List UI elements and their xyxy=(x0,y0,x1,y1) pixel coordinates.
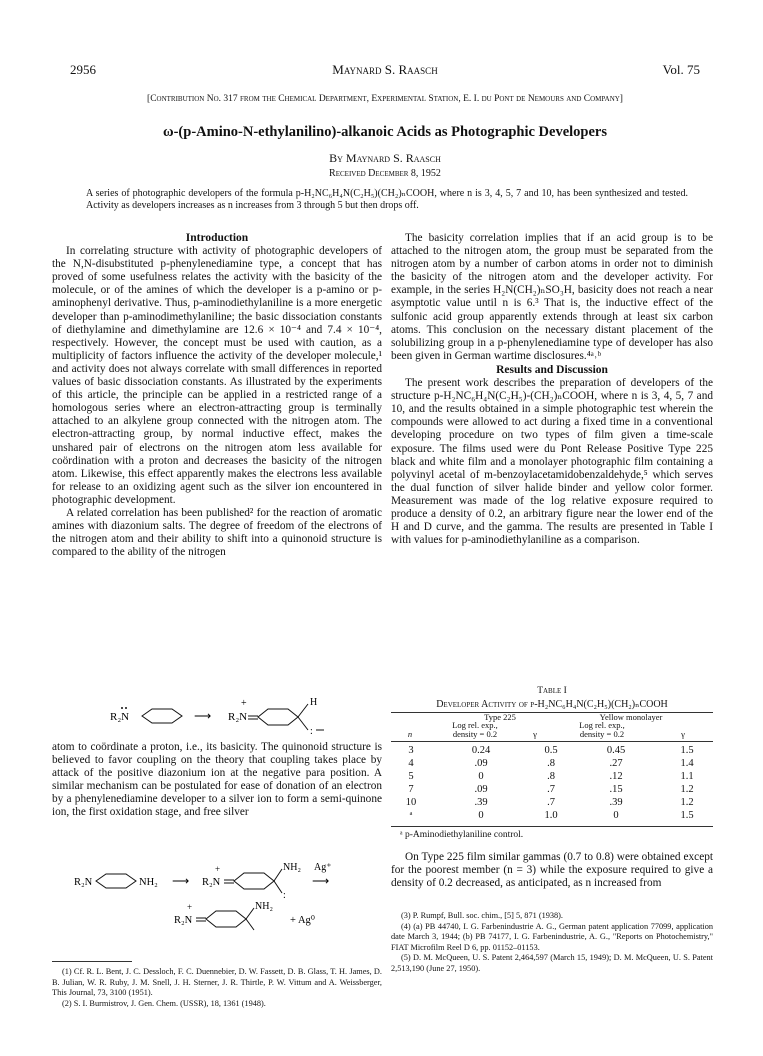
table-cell: 1.5 xyxy=(680,810,694,821)
scheme1-r2n-left: R₂N xyxy=(110,711,130,723)
scheme2-nh2-a: NH₂ xyxy=(139,877,158,888)
scheme1-plus: + xyxy=(241,698,247,709)
scheme2-r2n-a: R₂N xyxy=(74,877,93,888)
abstract: A series of photographic developers of the formula p-H₂NC₆H₄N(C₂H₅)(CH₂)ₙCOOH, where n is 3, 4, 5, 7 and 10, has been synthesized and tested. Activity as developers increases as n increases from 3 through 5 but then drops off. xyxy=(86,188,688,211)
running-header xyxy=(70,62,700,80)
table-cell: .12 xyxy=(609,771,623,782)
quinonoid-ring-2 xyxy=(234,873,274,889)
table-col-gamma2: γ xyxy=(681,729,685,739)
right-paragraph-2: The present work describes the preparation of developers of the structure p-H₂NC₆H₄N(C₂H₅)-(CH₂)ₙCOOH, where n is 3, 4, 5, 7 and 10, and the results obtained in a simple photographic test wherein the compounds were allowed to act during a fixed time in a conventional developing procedure on two types of film given a time-scale exposure. The films used were du Pont Release Positive Type 225 black and white film and a monolayer photographic film containing a polyvinyl acetal of m-benzoylacetamidobenzaldehyde,⁵ which serves the dual function of silver halide binder and yellow color former. Measurement was made of the log relative exposure required to produce a density of 0.2, an arbitrary figure near the lower end of the H and D curve, and the gamma. The results are presented in Table I with values for p-aminodiethylaniline as a comparison. xyxy=(391,377,713,547)
intro-paragraph-2: A related correlation has been published² for the reaction of aromatic amines with diazonium salts. The degree of freedom of the electrons of the nitrogen atom and their ability to shift into a quinonoid structure is compared to the ability of the nitrogen xyxy=(52,506,382,559)
table-cell: 10 xyxy=(405,797,417,808)
results-heading: Results and Discussion xyxy=(496,363,608,376)
table-cell: .7 xyxy=(547,784,555,795)
table-cell: 1.2 xyxy=(680,797,694,808)
table-developer-activity xyxy=(391,744,713,822)
right-column-upper xyxy=(391,232,713,547)
table-cell: 1.1 xyxy=(680,771,694,782)
table-cell: 7 xyxy=(408,784,414,795)
benzene-ring-2 xyxy=(96,874,136,888)
table-cell: 0.24 xyxy=(471,745,491,756)
scheme2-arrow1: ⟶ xyxy=(172,874,190,888)
table-cell: 0 xyxy=(613,810,619,821)
table-cell: .39 xyxy=(609,797,623,808)
table-cell: .39 xyxy=(474,797,488,808)
table-cell: 1.5 xyxy=(680,745,694,756)
footnotes-right xyxy=(391,911,713,975)
scheme1-colon: : xyxy=(310,726,313,737)
right-paragraph-3: On Type 225 film similar gammas (0.7 to 0.8) were obtained except for the poorest member (n = 3) while the exposure required to give a density of 0.2 decreased, as anticipated, as n increased from xyxy=(391,851,713,890)
introduction-heading: Introduction xyxy=(185,232,249,244)
scheme2-colon: : xyxy=(283,890,286,901)
table-cell: 4 xyxy=(408,758,414,769)
quinonoid-ring-3 xyxy=(206,911,246,927)
scheme2-r2n-c: R₂N xyxy=(174,915,193,926)
table-col-n: n xyxy=(407,729,413,739)
benzene-ring-1 xyxy=(142,709,182,723)
scheme2-ag0: + Ag⁰ xyxy=(290,915,316,926)
scheme-protonation xyxy=(110,694,370,740)
scheme2-r2n-b: R₂N xyxy=(202,877,221,888)
table-row xyxy=(391,796,713,809)
table-row xyxy=(391,757,713,770)
table-group-yellow: Yellow monolayer xyxy=(599,712,663,722)
scheme1-arrow: ⟶ xyxy=(194,709,212,723)
table-cell: 1.2 xyxy=(680,784,694,795)
byline: By Maynard S. Raasch xyxy=(329,151,441,165)
scheme2-nh2-b: NH₂ xyxy=(283,862,301,873)
scheme2-arrow2: ⟶ xyxy=(312,874,330,888)
footnotes-left xyxy=(52,967,382,1009)
table-row xyxy=(391,744,713,757)
scheme1-r2n-right: R₂N xyxy=(228,711,248,723)
received-date: Received December 8, 1952 xyxy=(329,168,441,179)
footnote-3: (3) P. Rumpf, Bull. soc. chim., [5] 5, 871 (1938). xyxy=(401,911,564,920)
scheme2-plus-c: + xyxy=(187,902,193,912)
table-cell: 0.5 xyxy=(544,745,558,756)
left-column-upper xyxy=(52,232,382,559)
table-row xyxy=(391,770,713,783)
article-title: ω-(p-Amino-N-ethylanilino)-alkanoic Acids as Photographic Developers xyxy=(163,124,607,140)
right-paragraph-1: The basicity correlation implies that if an acid group is to be attached to the nitrogen atom, the group must be separated from the nitrogen atom by a number of carbon atoms in order not to diminish the basicity of the nitrogen atom and the developer activity. For example, in the series H₂N(CH₂)ₙSO₃H, basicity does not reach a near asymptotic value until n is 6.³ That is, the inductive effect of the sulfonic acid group apparently extends through at least six carbon atoms. This conclusion on the necessary distant placement of the solubilizing group in a p-phenylenediamine type of developer has also been given in German wartime disclosures.⁴ᵃ˒ᵇ xyxy=(391,232,713,362)
table-cell: 0.45 xyxy=(606,745,626,756)
table-cell: 0 xyxy=(478,810,484,821)
scheme2-nh2-c: NH₂ xyxy=(255,901,273,912)
table-cell: .09 xyxy=(474,758,488,769)
table-col-log2: Log rel. exp., density = 0.2 xyxy=(579,720,625,739)
contribution-note: [Contribution No. 317 from the Chemical Department, Experimental Station, E. I. du Pont de Nemours and Company] xyxy=(147,94,623,104)
table-bottom-rule xyxy=(391,826,713,827)
table-group-type225: Type 225 xyxy=(484,712,516,722)
footnote-1: (1) Cf. R. L. Bent, J. C. Dessloch, F. C. Duennebier, D. W. Fassett, D. B. Glass, T. H. James, D. B. Julian, W. R. Ruby, J. M. Snell, J. H. Sterner, J. R. Thirtle, P. W. Vittum and A. Weissberger, This Journal, 73, 3100 (1951). xyxy=(52,967,382,998)
table-cell: .27 xyxy=(609,758,623,769)
table-cell: ᵃ xyxy=(409,810,413,821)
right-column-lower xyxy=(391,851,713,890)
table-cell: .8 xyxy=(547,758,555,769)
table-cell: 0 xyxy=(478,771,484,782)
footnote-5: (5) D. M. McQueen, U. S. Patent 2,464,597 (March 15, 1949); D. M. McQueen, U. S. Patent 2,513,190 (June 27, 1950). xyxy=(391,953,713,973)
table-cell: .7 xyxy=(547,797,555,808)
table-label: Table I xyxy=(537,686,567,696)
table-caption: Developer Activity of p-H₂NC₆H₄N(C₂H₅)(CH₂)ₙCOOH xyxy=(436,699,668,710)
page-number: 2956 xyxy=(70,62,96,77)
intro-paragraph-1: In correlating structure with activity of photographic developers of the N,N-disubstituted p-phenylenediamine type, a concept that has proved of some usefulness relates the activity with the basicity of the molecule, or of the amines of which the developer is a p-amino or p-aminophenyl derivative. Thus, p-aminodiethylaniline is a more energetic developer than p-aminodimethylaniline; the basic dissociation constants of diethylamine and dimethylamine are 12.6 × 10⁻⁴ and 7.4 × 10⁻⁴, respectively. However, the concept must be used with caution, as a multiplicity of factors influence the activity of the developer molecule,¹ and activity does not always correlate with small differences in reported values of basic dissociation constants. As illustrated by the experiments of this article, the principle can be applied in a restricted range of a homologous series where an electron-attracting group is terminally attached to an alkylene group connected with the nitrogen atom. The electron-attracting group, by normal inductive effect, makes the unshared pair of electrons on the nitrogen atom less available for coördination with a proton and decreases the basicity of the nitrogen atom. Likewise, this effect apparently makes the electrons less available for release to an oxidizing agent such as the silver ion encountered in photographic development. xyxy=(52,245,382,506)
table-footnote: ᵃ p-Aminodiethylaniline control. xyxy=(400,830,524,840)
table-cell: 3 xyxy=(408,745,414,756)
table-cell: .8 xyxy=(547,771,555,782)
scheme2-plus-b: + xyxy=(215,864,221,874)
scheme2-ag-plus: Ag⁺ xyxy=(314,862,332,873)
table-col-gamma1: γ xyxy=(533,729,537,739)
footnote-4: (4) (a) PB 44740, I. G. Farbenindustrie A. G., German patent application 77099, application date March 3, 1944; (b) PB 74177, I. G. Farbenindustrie, A. G., "Reports on Photochemistry," FIAT Microfilm Reel D 6, pp. 01152–01153. xyxy=(391,921,713,952)
volume-label: Vol. 75 xyxy=(662,62,700,77)
quinonoid-ring-1 xyxy=(258,709,298,725)
table-cell: 1.0 xyxy=(544,810,558,821)
scheme1-h: H xyxy=(310,697,318,708)
intro-paragraph-3: atom to coördinate a proton, i.e., its basicity. The quinonoid structure is believed to favor coupling on the theory that coupling takes place by attack of the positive diazonium ion at the negative para position. A similar mechanism can be postulated for ease of donation of an electron by a phenylenediamine developer to a silver ion to form a semi-quinone ion, the first oxidation stage, and free silver xyxy=(52,741,382,819)
footnote-2: (2) S. I. Burmistrov, J. Gen. Chem. (USSR), 18, 1361 (1948). xyxy=(62,998,266,1008)
scheme-silver-oxidation xyxy=(52,858,382,944)
table-col-log1: Log rel. exp., density = 0.2 xyxy=(452,720,498,739)
table-row xyxy=(391,809,713,822)
table-cell: .15 xyxy=(609,784,623,795)
table-cell: 1.4 xyxy=(680,758,694,769)
left-column-lower xyxy=(52,741,382,820)
table-row xyxy=(391,783,713,796)
footnote-rule-left xyxy=(52,961,132,962)
table-cell: 5 xyxy=(408,771,414,782)
table-header-rule xyxy=(391,741,713,742)
running-author: Maynard S. Raasch xyxy=(332,62,438,77)
table-cell: .09 xyxy=(474,784,488,795)
